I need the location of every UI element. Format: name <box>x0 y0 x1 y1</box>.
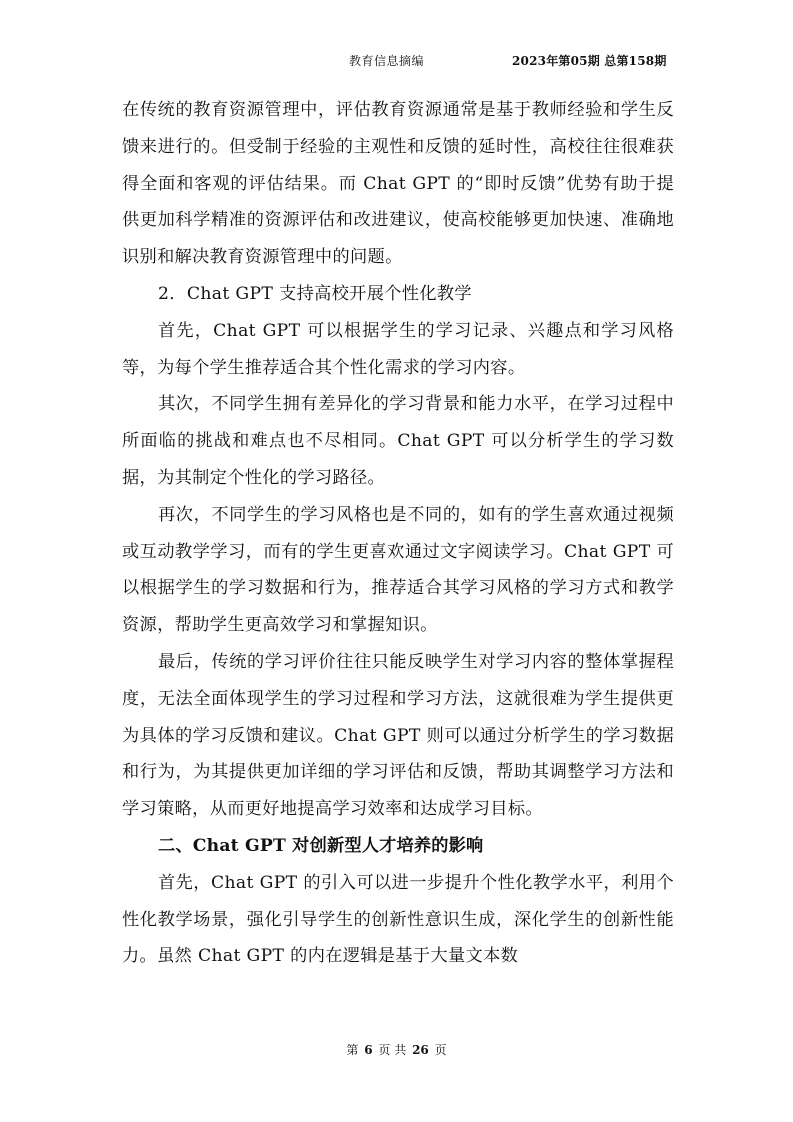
page-footer <box>0 1041 793 1058</box>
issue-number: 2023年第05期 总第158期 <box>512 54 667 68</box>
paragraph-last: 最后，传统的学习评价往往只能反映学生对学习内容的整体掌握程度，无法全面体现学生的学习过程和学习方法，这就很难为学生提供更为具体的学习反馈和建议。Chat GPT 则可以通过分析学生的学习数据和行为，为其提供更加详细的学习评估和反馈，帮助其调整学习方法和学习策略，从而更好地提高学习效率和达成学习目标。 <box>122 651 674 820</box>
paragraph-resource-management: 在传统的教育资源管理中，评估教育资源通常是基于教师经验和学生反馈来进行的。但受制于经验的主观性和反馈的延时性，高校往往很难获得全面和客观的评估结果。而 Chat GPT 的“即时反馈”优势有助于提供更加科学精准的资源评估和改进建议，使高校能够更加快速、准确地识别和解决教育资源管理中的问题。 <box>122 100 674 268</box>
article-body <box>122 92 674 975</box>
current-page-number: 6 <box>364 1043 373 1057</box>
paragraph-first: 首先，Chat GPT 可以根据学生的学习记录、兴趣点和学习风格等，为每个学生推荐适合其个性化需求的学习内容。 <box>122 320 674 378</box>
footer-middle: 页 共 <box>378 1043 407 1057</box>
footer-suffix: 页 <box>434 1043 447 1057</box>
page-header <box>0 52 793 74</box>
section-heading-innovation: 二、Chat GPT 对创新型人才培养的影响 <box>158 835 484 856</box>
total-page-count: 26 <box>412 1043 429 1057</box>
paragraph-third: 再次，不同学生的学习风格也是不同的，如有的学生喜欢通过视频或互动教学学习，而有的学生更喜欢通过文字阅读学习。Chat GPT 可以根据学生的学习数据和行为，推荐适合其学习风格的学习方式和教学资源，帮助学生更高效学习和掌握知识。 <box>122 504 674 636</box>
journal-name: 教育信息摘编 <box>349 54 425 68</box>
paragraph-innovation-first: 首先，Chat GPT 的引入可以进一步提升个性化教学水平，利用个性化教学场景，强化引导学生的创新性意识生成，深化学生的创新性能力。虽然 Chat GPT 的内在逻辑是基于大量文本数 <box>122 872 674 967</box>
section-heading-personalized-teaching: 2．Chat GPT 支持高校开展个性化教学 <box>158 283 472 304</box>
paragraph-second: 其次，不同学生拥有差异化的学习背景和能力水平，在学习过程中所面临的挑战和难点也不尽相同。Chat GPT 可以分析学生的学习数据，为其制定个性化的学习路径。 <box>122 394 674 488</box>
footer-prefix: 第 <box>346 1043 359 1057</box>
